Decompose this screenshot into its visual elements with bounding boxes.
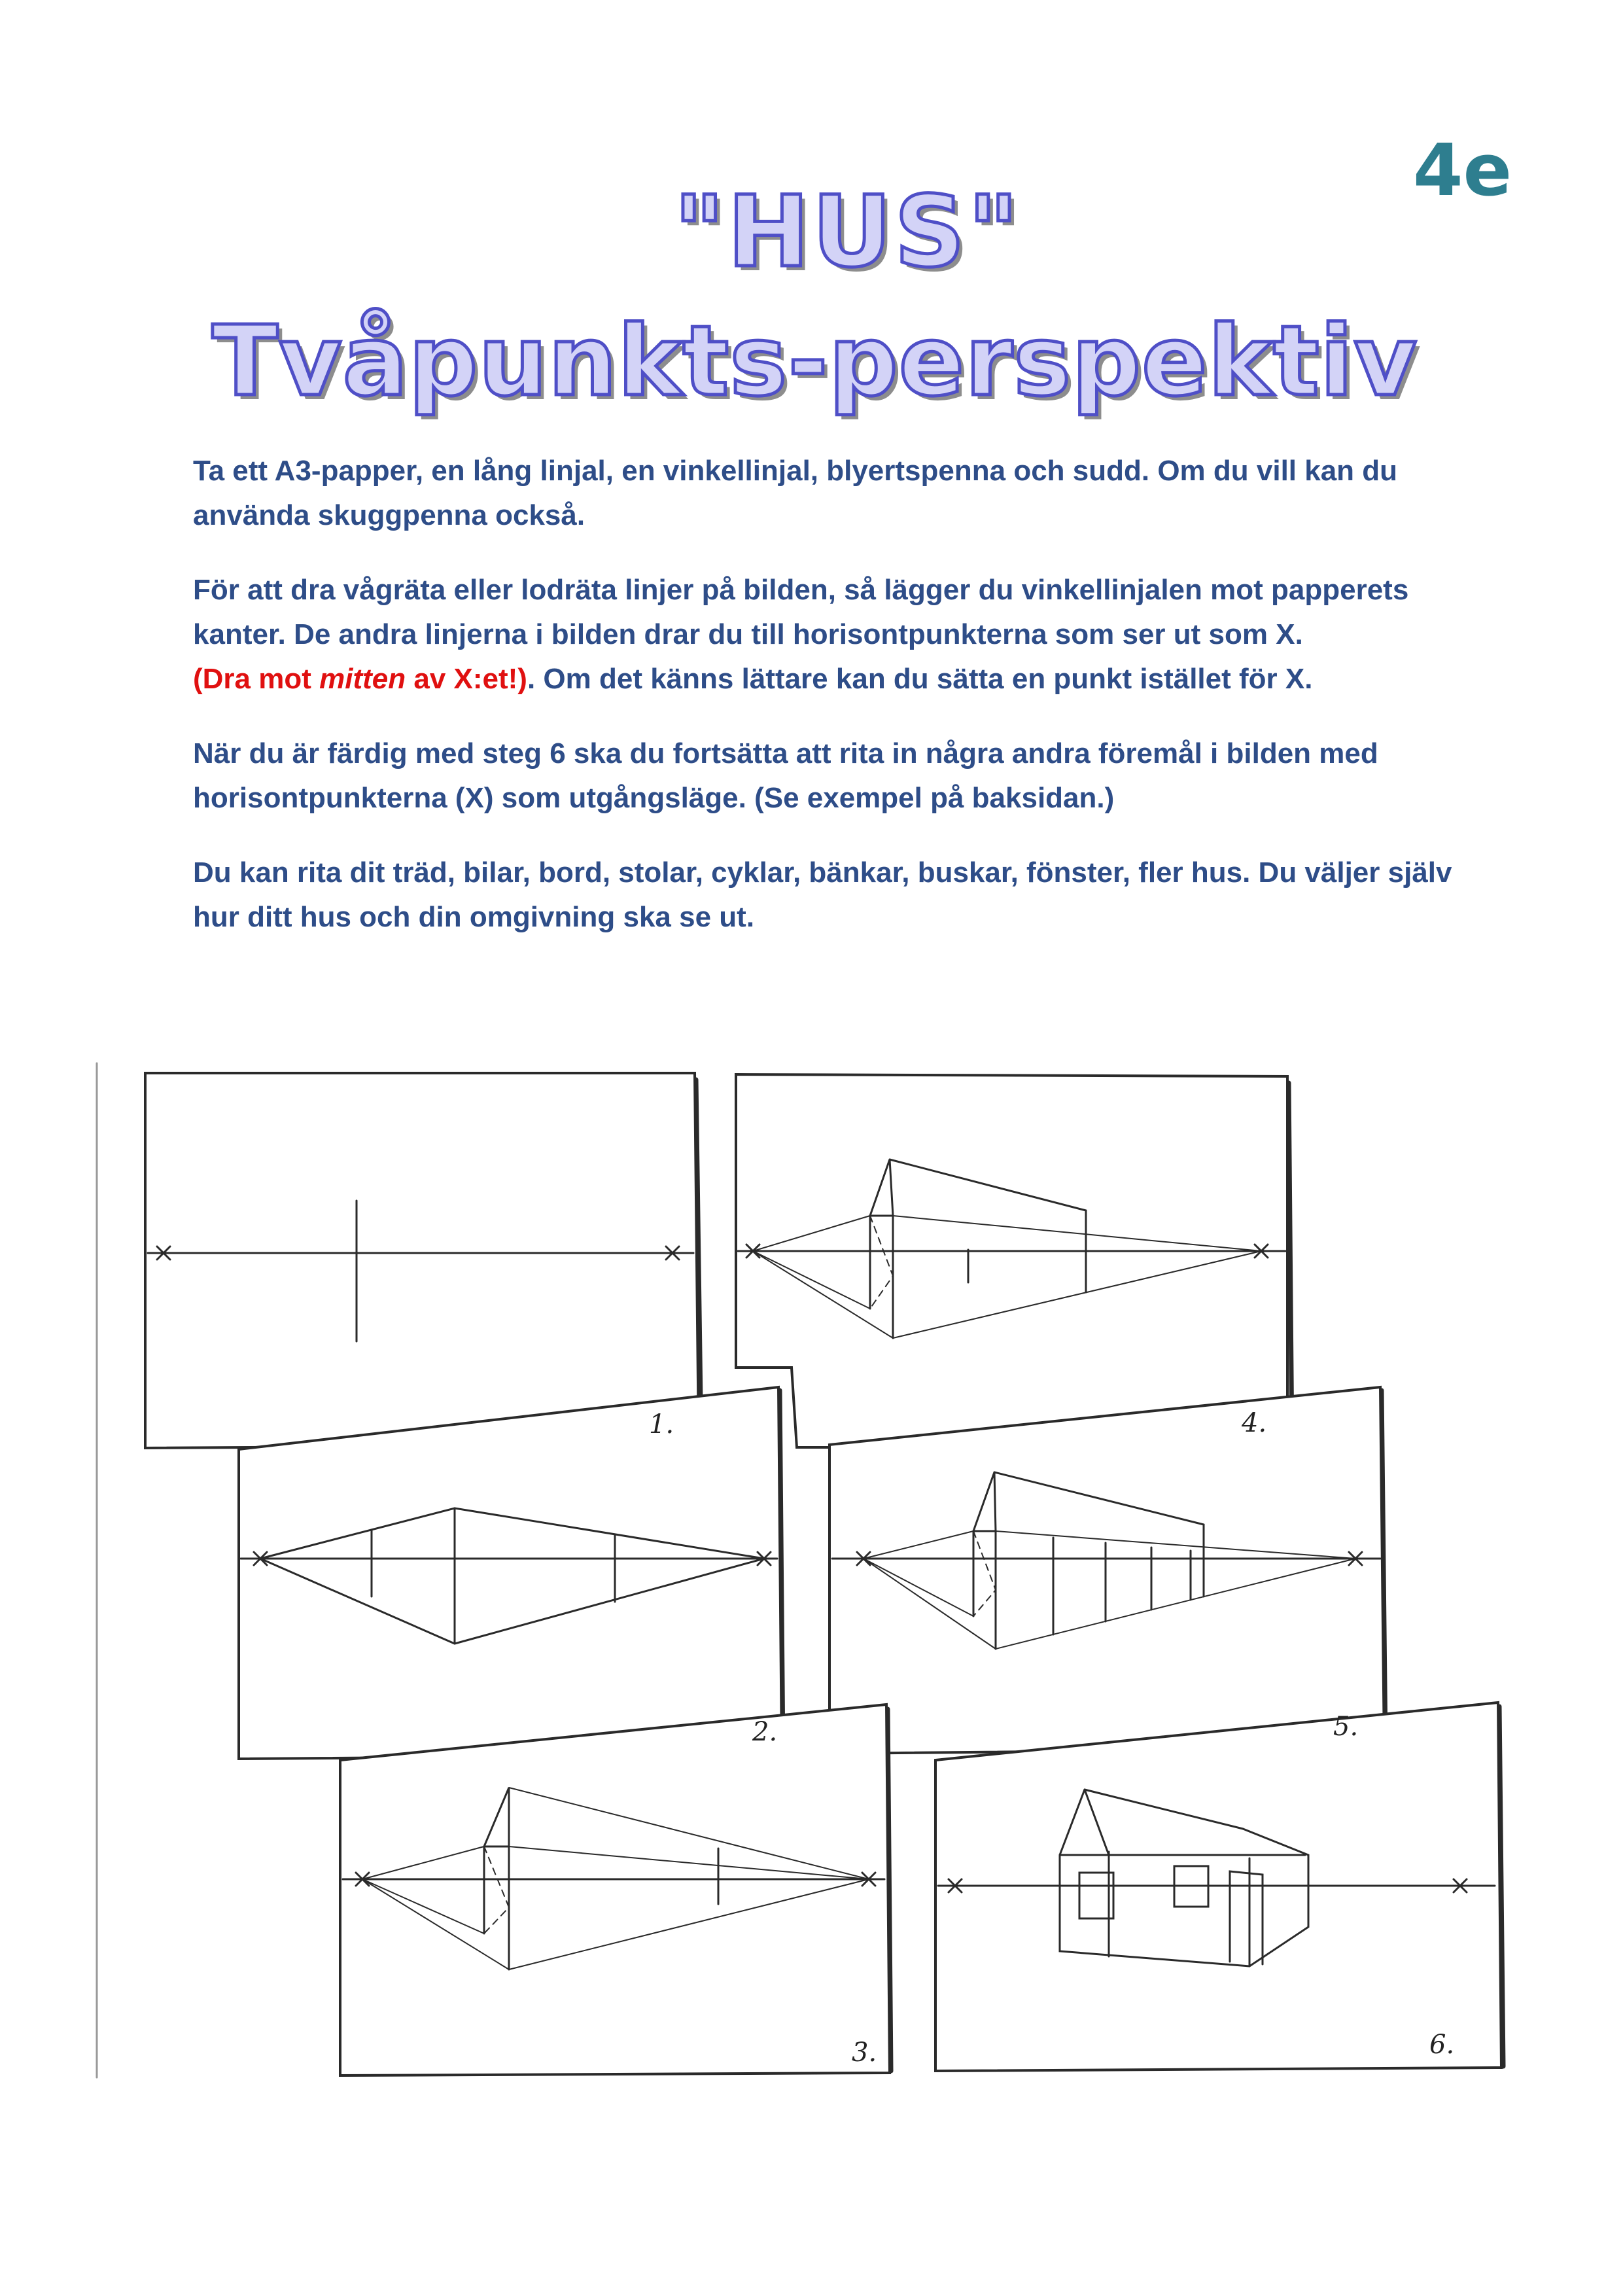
title-perspective: Tvåpunkts-perspektiv — [212, 305, 1418, 417]
instruction-ideas: Du kan rita dit träd, bilar, bord, stolar, cyklar, bänkar, buskar, fönster, fler hus. Du väljer själv hur ditt hus och din omgivning ska se ut. — [193, 857, 1452, 933]
step-6-number: 6. — [1429, 2030, 1455, 2060]
step-4-panel — [736, 1074, 1292, 1447]
step-3-panel — [340, 1704, 891, 2075]
step-2-panel — [239, 1387, 783, 1759]
step-1-number: 1. — [649, 1409, 674, 1439]
step-5-number: 5. — [1333, 1712, 1359, 1742]
step-4-number: 4. — [1242, 1408, 1267, 1438]
instruction-lines-text: För att dra vågräta eller lodräta linjer på bilden, så lägger du vinkellinjalen mot papperets kanter. De andra linjerna i bilden drar du till horisontpunkterna som ser ut som X. — [193, 574, 1409, 650]
step-1-panel — [145, 1073, 701, 1448]
grade-label: 4e — [1413, 128, 1512, 212]
step-2-number: 2. — [752, 1717, 778, 1747]
warning-emphasis: mitten — [319, 663, 406, 695]
warning-pre: (Dra mot — [193, 663, 320, 695]
warning-post: av X:et!) — [406, 663, 527, 695]
step-5-panel — [829, 1387, 1386, 1754]
step-6-panel — [935, 1703, 1503, 2071]
instruction-lines-tail: . Om det känns lättare kan du sätta en punkt istället för X. — [527, 663, 1313, 695]
instruction-continue: När du är färdig med steg 6 ska du fortsätta att rita in några andra föremål i bilden med horisontpunkterna (X) som utgångsläge. (Se exempel på baksidan.) — [193, 737, 1378, 814]
title-hus: "HUS" — [673, 175, 1022, 289]
step-3-number: 3. — [852, 2038, 877, 2068]
instruction-materials: Ta ett A3-papper, en lång linjal, en vinkellinjal, blyertspenna och sudd. Om du vill kan du använda skuggpenna också. — [193, 455, 1398, 531]
